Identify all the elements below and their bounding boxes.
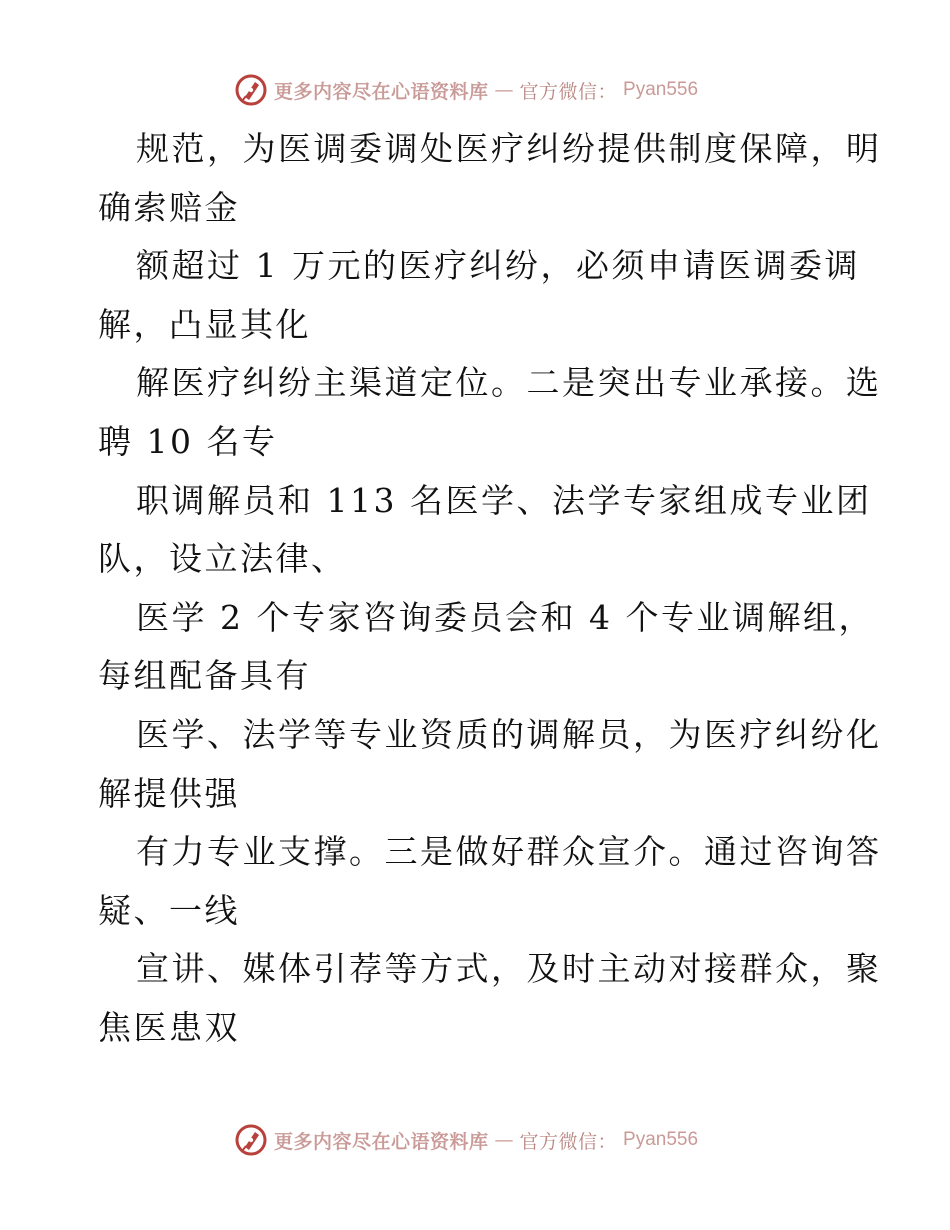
banner-dash: — xyxy=(494,1129,514,1151)
header-banner xyxy=(234,70,698,110)
text-line: 焦医患双 xyxy=(98,1007,240,1047)
text-line: 确索赔金 xyxy=(98,187,240,227)
pen-nib-circle-logo-icon xyxy=(234,73,268,107)
banner-wechat-id: Pyan556 xyxy=(623,79,699,100)
text-line: 宣讲、媒体引荐等方式，及时主动对接群众，聚 xyxy=(136,949,882,989)
text-line: 解医疗纠纷主渠道定位。二是突出专业承接。选 xyxy=(136,363,882,403)
text-line: 规范，为医调委调处医疗纠纷提供制度保障，明 xyxy=(136,129,882,168)
banner-wechat-label: 官方微信： xyxy=(519,80,618,103)
text-line: 疑、一线 xyxy=(98,890,240,930)
banner-wechat-id: Pyan556 xyxy=(623,1129,699,1150)
body-text xyxy=(98,120,882,1058)
text-line: 聘 10 名专 xyxy=(98,421,278,461)
pen-nib-circle-logo-icon xyxy=(234,1123,268,1157)
banner-text: 更多内容尽在心语资料库 xyxy=(274,80,489,103)
text-line: 医学 2 个专家咨询委员会和 4 个专业调解组， xyxy=(136,597,874,637)
text-line: 每组配备具有 xyxy=(98,656,311,696)
text-line: 队，设立法律、 xyxy=(98,539,347,579)
text-line: 解，凸显其化 xyxy=(98,304,311,344)
banner-text: 更多内容尽在心语资料库 xyxy=(274,1130,489,1153)
text-line: 有力专业支撑。三是做好群众宣介。通过咨询答 xyxy=(136,832,882,872)
banner-wechat-label: 官方微信： xyxy=(519,1130,618,1153)
text-line: 医学、法学等专业资质的调解员，为医疗纠纷化 xyxy=(136,714,882,754)
banner-dash: — xyxy=(494,79,514,101)
text-line: 职调解员和 113 名医学、法学专家组成专业团 xyxy=(136,480,872,520)
footer-banner xyxy=(234,1120,698,1160)
text-line: 解提供强 xyxy=(98,773,240,813)
text-line: 额超过 1 万元的医疗纠纷，必须申请医调委调 xyxy=(136,246,860,286)
